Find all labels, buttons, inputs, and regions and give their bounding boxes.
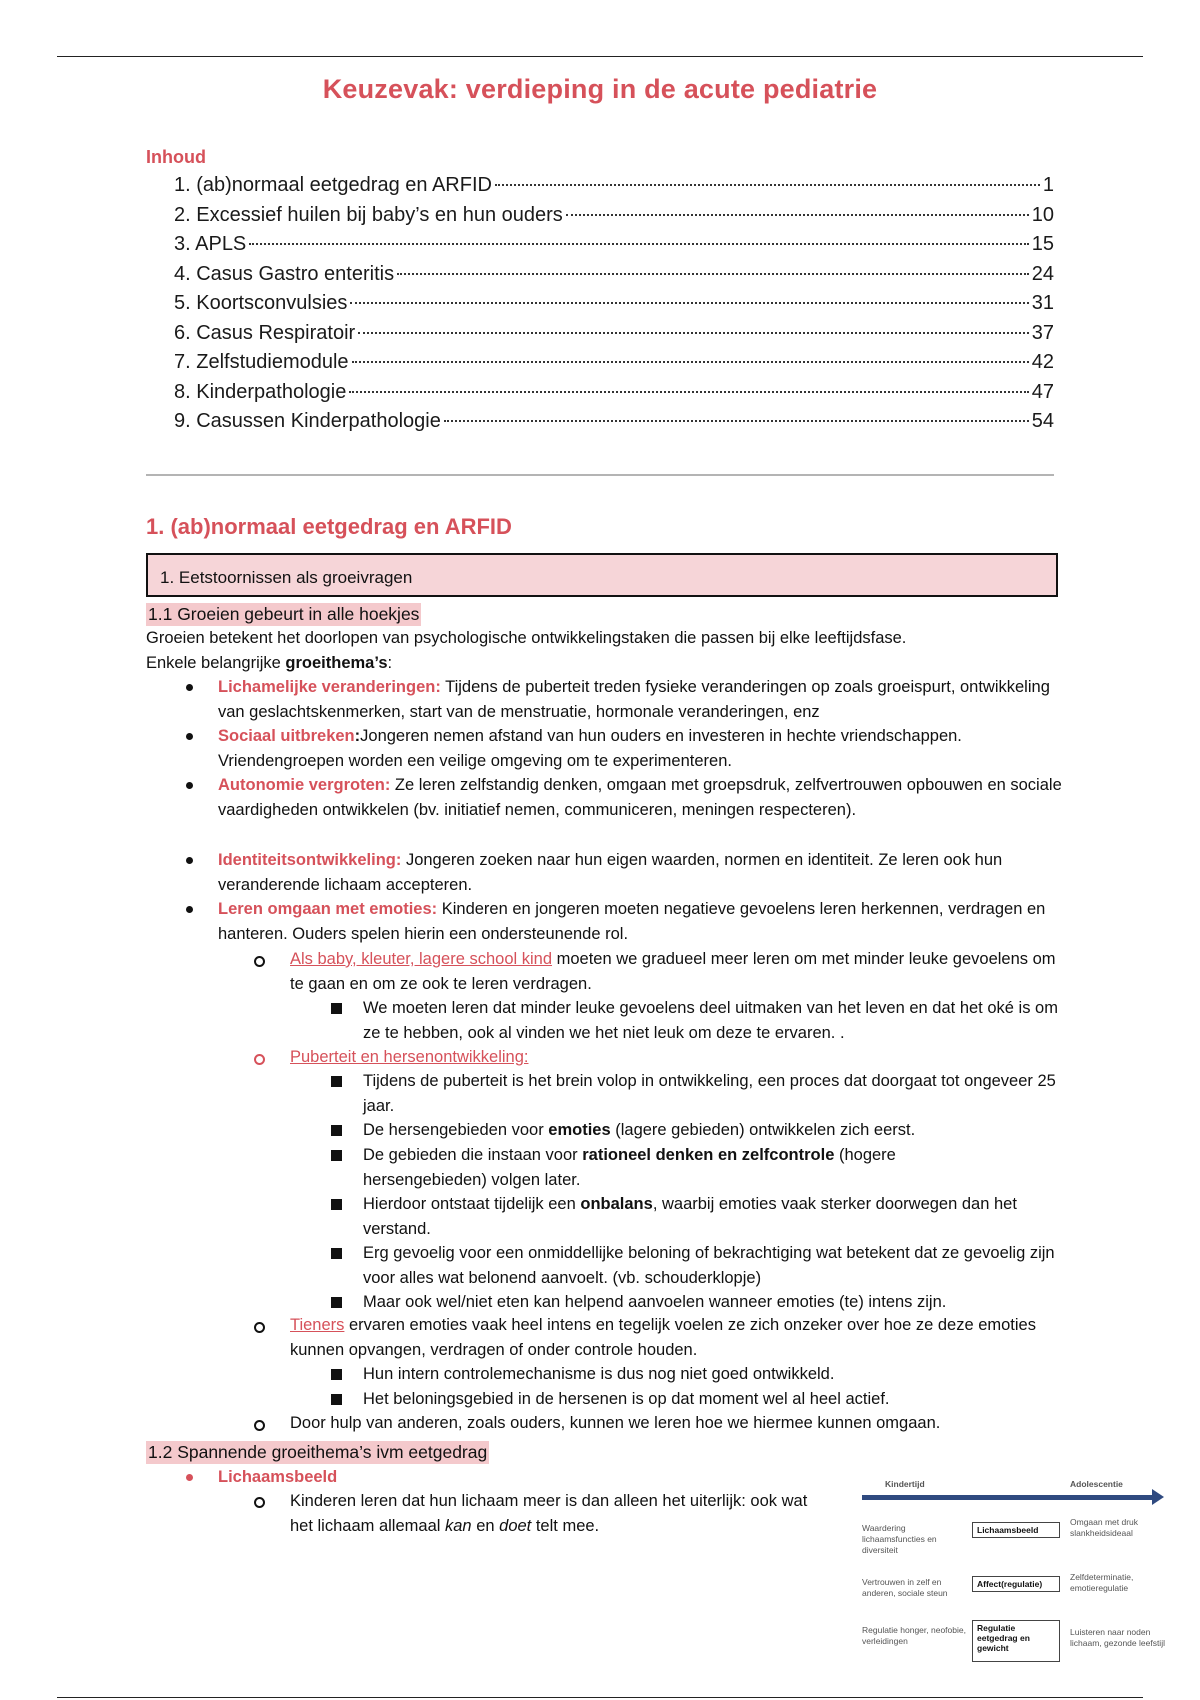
list-item: Hierdoor ontstaat tijdelijk een onbalans, waarbij emoties vaak sterker doorwegen dan het verstand. bbox=[363, 1195, 1017, 1238]
paragraph: Groeien betekent het doorlopen van psychologische ontwikkelingstaken die passen bij elke leeftijdsfase. bbox=[146, 629, 907, 647]
timeline-arrow bbox=[862, 1495, 1154, 1500]
bullet-dot bbox=[186, 857, 193, 864]
section-heading: 1. (ab)normaal eetgedrag en ARFID bbox=[146, 514, 512, 539]
toc-entry[interactable]: 5. Koortsconvulsies 31 bbox=[174, 292, 1054, 314]
toc-entry[interactable]: 2. Excessief huilen bij baby’s en hun ouders 10 bbox=[174, 203, 1054, 226]
bullet-circle bbox=[254, 1322, 265, 1333]
subsection-heading: 1.2 Spannende groeithema’s ivm eetgedrag bbox=[148, 1442, 488, 1462]
list-item: Erg gevoelig voor een onmiddellijke beloning of bekrachtiging wat betekent dat ze gevoelig zijn voor alles wat belonend aanvoelt. (vb. schouderklopje) bbox=[363, 1244, 1055, 1287]
list-item: We moeten leren dat minder leuke gevoelens deel uitmaken van het leven en dat het oké is om ze te hebben, ook al vinden we het niet leuk om deze te ervaren. . bbox=[363, 999, 1058, 1042]
toc-heading: Inhoud bbox=[146, 147, 206, 167]
subsection-heading: 1.1 Groeien gebeurt in alle hoekjes bbox=[148, 604, 420, 624]
bullet-circle bbox=[254, 1420, 265, 1431]
toc-entry[interactable]: 9. Casussen Kinderpathologie 54 bbox=[174, 410, 1054, 432]
list-item: Hun intern controlemechanisme is dus nog niet goed ontwikkeld. bbox=[363, 1365, 835, 1383]
paragraph: Enkele belangrijke groeithema’s: bbox=[146, 654, 393, 672]
arrow-head-icon bbox=[1152, 1489, 1164, 1505]
bullet-dot bbox=[186, 782, 193, 789]
bullet-square bbox=[331, 1125, 342, 1136]
list-item: Identiteitsontwikkeling: Jongeren zoeken naar hun eigen waarden, normen en identiteit. Ze leren ook hun veranderende lichaam accepteren. bbox=[218, 851, 1003, 894]
toc-entry[interactable]: 6. Casus Respiratoir 37 bbox=[174, 321, 1054, 344]
diagram-right-label: Adolescentie bbox=[1070, 1479, 1123, 1489]
toc-entry[interactable]: 7. Zelfstudiemodule 42 bbox=[174, 351, 1054, 373]
bullet-square bbox=[331, 1248, 342, 1259]
toc-entry[interactable]: 3. APLS 15 bbox=[174, 233, 1054, 255]
bullet-dot bbox=[186, 1474, 193, 1481]
top-rule bbox=[57, 56, 1143, 57]
bullet-square bbox=[331, 1003, 342, 1014]
growth-diagram bbox=[860, 1475, 1170, 1675]
topic-link[interactable]: Tieners bbox=[290, 1316, 345, 1334]
bullet-circle bbox=[254, 1054, 265, 1065]
list-item: Lichaamsbeeld bbox=[218, 1468, 338, 1486]
list-item: Autonomie vergroten: Ze leren zelfstandig denken, omgaan met groepsdruk, zelfvertrouwen opbouwen en sociale vaardigheden ontwikkelen (bv. initiatief nemen, communiceren, meningen respecteren). bbox=[218, 776, 1062, 819]
list-item: Door hulp van anderen, zoals ouders, kunnen we leren hoe we hiermee kunnen omgaan. bbox=[290, 1414, 941, 1432]
list-item: Tijdens de puberteit is het brein volop in ontwikkeling, een proces dat doorgaat tot ongeveer 25 jaar. bbox=[363, 1072, 1056, 1115]
chapter-box: 1. Eetstoornissen als groeivragen bbox=[146, 553, 1058, 597]
bullet-square bbox=[331, 1199, 342, 1210]
toc-entry[interactable]: 1. (ab)normaal eetgedrag en ARFID 1 bbox=[174, 174, 1054, 196]
list-item: Tieners ervaren emoties vaak heel intens en tegelijk voelen ze zich onzeker over hoe ze deze emoties kunnen opvangen, verdragen of onder controle houden. bbox=[290, 1316, 1036, 1359]
bullet-square bbox=[331, 1150, 342, 1161]
list-item: Sociaal uitbreken:Jongeren nemen afstand van hun ouders en investeren in hechte vriendschappen. Vriendengroepen worden een veilige omgeving om te experimenteren. bbox=[218, 727, 962, 770]
list-item: Leren omgaan met emoties: Kinderen en jongeren moeten negatieve gevoelens leren herkennen, verdragen en hanteren. Ouders spelen hierin een ondersteunende rol. bbox=[218, 900, 1046, 943]
list-item: Kinderen leren dat hun lichaam meer is dan alleen het uiterlijk: ook wat het lichaam allemaal kan en doet telt mee. bbox=[290, 1492, 808, 1535]
bullet-square bbox=[331, 1369, 342, 1380]
diagram-left-label: Kindertijd bbox=[885, 1479, 925, 1489]
topic-link[interactable]: Puberteit en hersenontwikkeling: bbox=[290, 1048, 529, 1066]
bullet-circle bbox=[254, 1497, 265, 1508]
diagram-row-box: Affect(regulatie) bbox=[972, 1576, 1060, 1592]
topic-link[interactable]: Als baby, kleuter, lagere school kind bbox=[290, 950, 553, 968]
toc-entry[interactable]: 4. Casus Gastro enteritis 24 bbox=[174, 262, 1054, 285]
list-item: Maar ook wel/niet eten kan helpend aanvoelen wanneer emoties (te) intens zijn. bbox=[363, 1293, 947, 1311]
diagram-row-box: Regulatie eetgedrag en gewicht bbox=[972, 1620, 1060, 1662]
table-of-contents bbox=[174, 174, 1054, 440]
bullet-circle bbox=[254, 956, 265, 967]
diagram-row-left: Waardering lichaamsfuncties en diversiteit bbox=[862, 1523, 937, 1555]
bullet-dot bbox=[186, 733, 193, 740]
section-divider bbox=[146, 474, 1054, 476]
bullet-dot bbox=[186, 684, 193, 691]
list-item: Als baby, kleuter, lagere school kind moeten we gradueel meer leren om met minder leuke gevoelens om te gaan en om ze ook te leren verdragen. bbox=[290, 950, 1056, 993]
diagram-row-right: Luisteren naar noden lichaam, gezonde leefstijl bbox=[1070, 1627, 1165, 1648]
list-item: Het beloningsgebied in de hersenen is op dat moment wel al heel actief. bbox=[363, 1390, 890, 1408]
diagram-row-left: Regulatie honger, neofobie, verleidingen bbox=[862, 1625, 966, 1646]
diagram-row-box: Lichaamsbeeld bbox=[972, 1522, 1060, 1538]
diagram-row-left: Vertrouwen in zelf en anderen, sociale steun bbox=[862, 1577, 948, 1598]
list-item: De gebieden die instaan voor rationeel denken en zelfcontrole (hogere hersengebieden) volgen later. bbox=[363, 1146, 896, 1189]
list-item: De hersengebieden voor emoties (lagere gebieden) ontwikkelen zich eerst. bbox=[363, 1121, 916, 1139]
document-title: Keuzevak: verdieping in de acute pediatrie bbox=[322, 74, 878, 104]
diagram-row-right: Omgaan met druk slankheidsideaal bbox=[1070, 1517, 1139, 1538]
diagram-row-right: Zelfdeterminatie, emotieregulatie bbox=[1070, 1572, 1134, 1593]
toc-entry[interactable]: 8. Kinderpathologie 47 bbox=[174, 380, 1054, 403]
list-item bbox=[290, 1045, 1070, 1070]
list-item: Lichamelijke veranderingen: Tijdens de puberteit treden fysieke veranderingen op zoals groeispurt, ontwikkeling van geslachtskenmerken, start van de menstruatie, hormonale veranderingen, enz bbox=[218, 678, 1050, 721]
bullet-dot bbox=[186, 906, 193, 913]
bullet-square bbox=[331, 1394, 342, 1405]
bullet-square bbox=[331, 1297, 342, 1308]
bottom-rule bbox=[57, 1697, 1143, 1698]
bullet-square bbox=[331, 1076, 342, 1087]
